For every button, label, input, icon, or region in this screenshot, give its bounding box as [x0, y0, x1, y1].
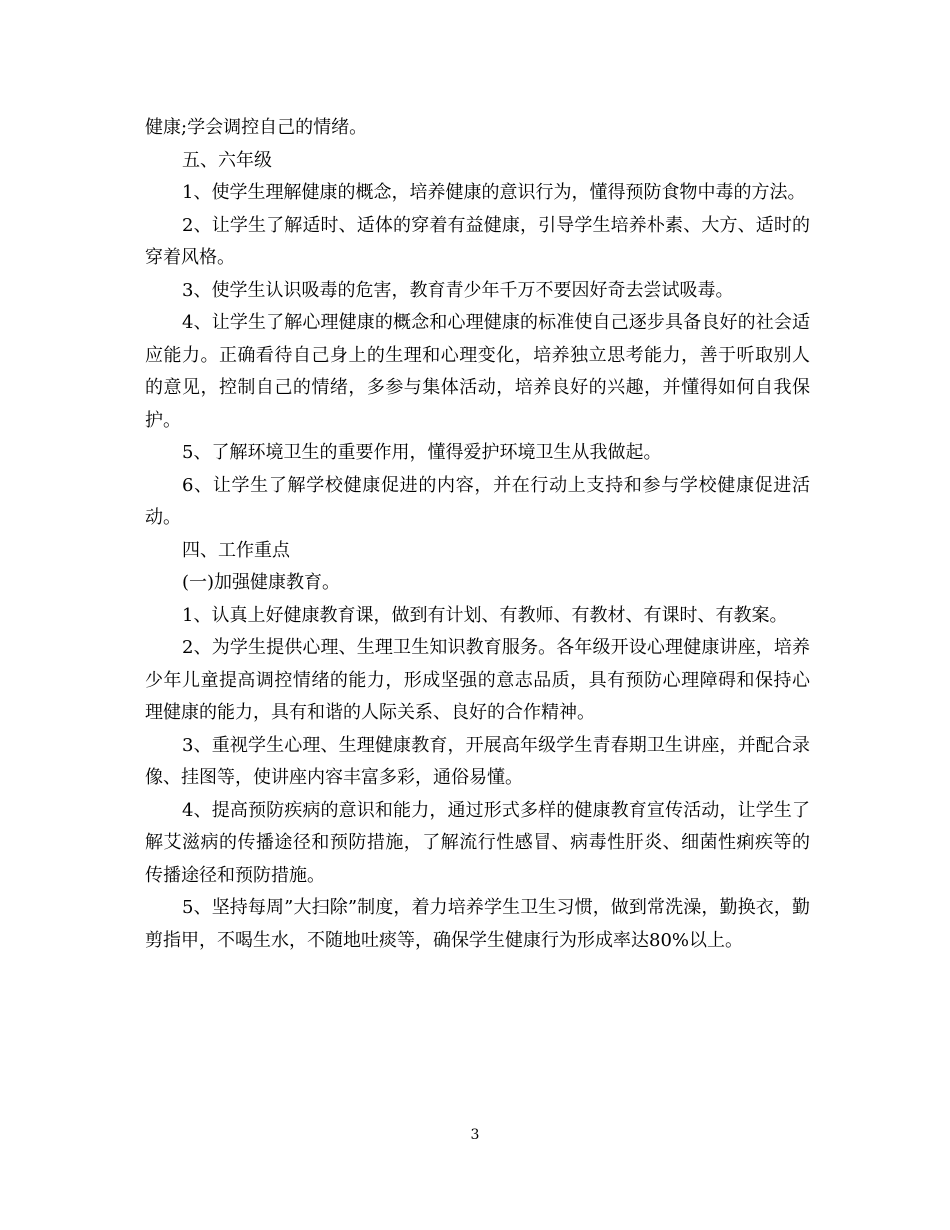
paragraph-7: 5、了解环境卫生的重要作用，懂得爱护环境卫生从我做起。	[182, 442, 662, 463]
section-heading-work-focus: 四、工作重点	[182, 539, 290, 561]
paragraph-8: 6、让学生了解学校健康促进的内容，并在行动上支持和参与学校健康促进活动。	[145, 474, 810, 528]
paragraph-3: 1、使学生理解健康的概念，培养健康的意识行为，懂得预防食物中毒的方法。	[182, 182, 806, 203]
paragraph-5: 3、使学生认识吸毒的危害，教育青少年千万不要因好奇去尝试吸毒。	[182, 279, 734, 301]
paragraph-11: 1、认真上好健康教育课，做到有计划、有教师、有教材、有课时、有教案。	[182, 604, 788, 626]
paragraph-12: 2、为学生提供心理、生理卫生知识教育服务。各年级开设心理健康讲座，培养少年儿童提高调控情绪的能力，形成坚强的意志品质，具有预防心理障碍和保持心理健康的能力，具有和谐的人际关系、良好的合作精神。	[145, 637, 810, 723]
paragraph-13: 3、重视学生心理、生理健康教育，开展高年级学生青春期卫生讲座，并配合录像、挂图等，使讲座内容丰富多彩，通俗易懂。	[145, 734, 810, 788]
page-number: 3	[470, 1127, 480, 1143]
paragraph-6: 4、让学生了解心理健康的概念和心理健康的标准使自己逐步具备良好的社会适应能力。正确看待自己身上的生理和心理变化，培养独立思考能力，善于听取别人的意见，控制自己的情绪，多参与集体活动，培养良好的兴趣，并懂得如何自我保护。	[145, 312, 810, 431]
document-page	[145, 112, 810, 957]
paragraph-14: 4、提高预防疾病的意识和能力，通过形式多样的健康教育宣传活动，让学生了解艾滋病的传播途径和预防措施，了解流行性感冒、病毒性肝炎、细菌性痢疾等的传播途径和预防措施。	[145, 799, 810, 886]
paragraph-15: 5、坚持每周”大扫除”制度，着力培养学生卫生习惯，做到常洗澡，勤换衣，勤剪指甲，不喝生水，不随地吐痰等，确保学生健康行为形成率达80%以上。	[145, 897, 810, 951]
paragraph-4: 2、让学生了解适时、适体的穿着有益健康，引导学生培养朴素、大方、适时的穿着风格。	[145, 214, 810, 268]
paragraph-1: 健康;学会调控自己的情绪。	[145, 117, 368, 138]
section-heading-grade-5-6: 五、六年级	[182, 149, 272, 171]
subsection-heading-health-education: (一)加强健康教育。	[182, 572, 341, 593]
